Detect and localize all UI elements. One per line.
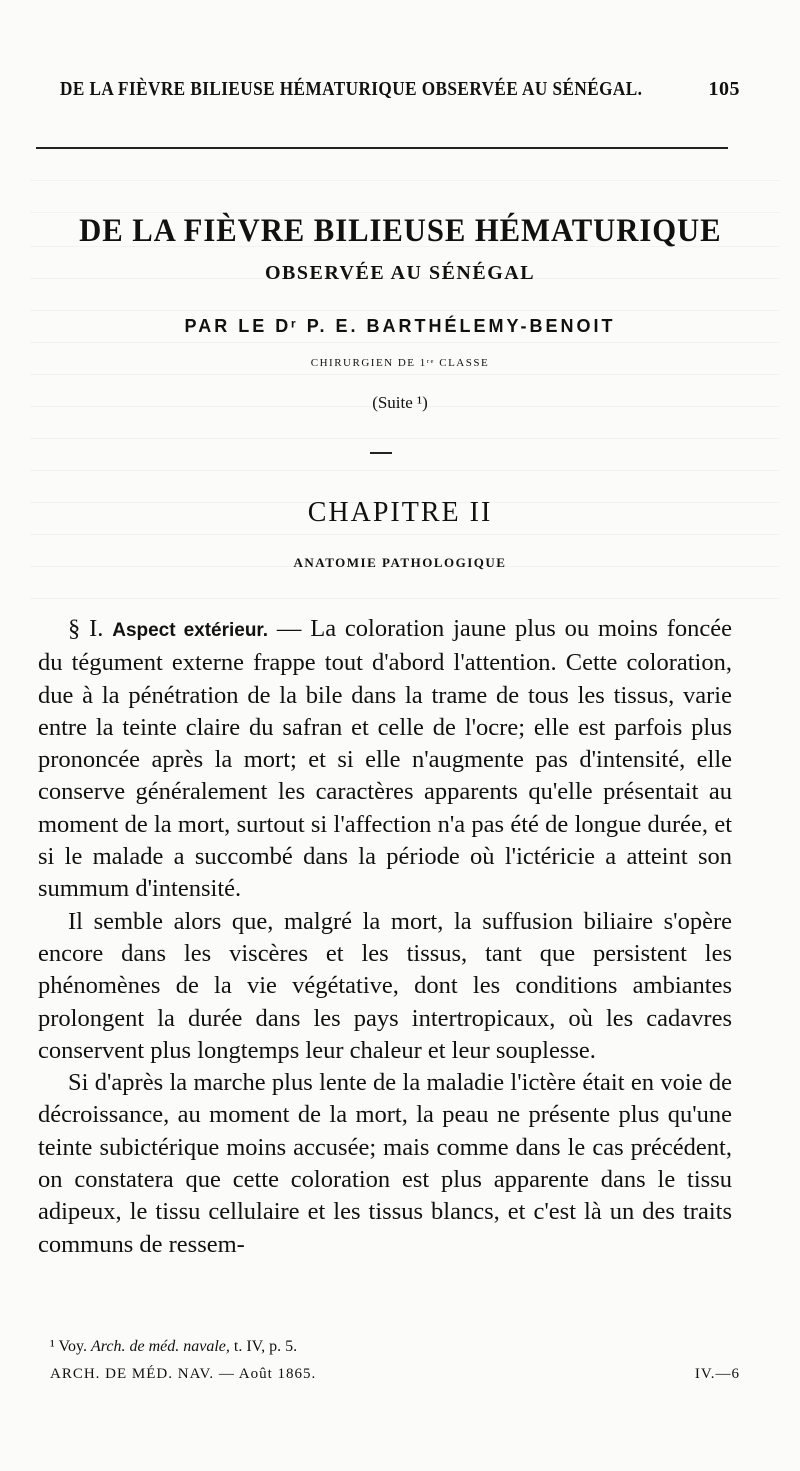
body-text — [38, 613, 732, 1261]
footer-journal: ARCH. DE MÉD. NAV. — Août 1865. — [50, 1366, 317, 1382]
bleed-line — [30, 598, 780, 599]
paragraph-2: Il semble alors que, malgré la mort, la suffusion biliaire s'opère encore dans les viscères et les tissus, tant que persistent les phénomènes de la vie végétative, dont les conditions ambiantes prolongent la durée dans les pays intertropicaux, où les cadavres conservent plus longtemps leur chaleur et leur souplesse. — [38, 907, 732, 1064]
header-rule — [36, 147, 728, 149]
article-subtitle: OBSERVÉE AU SÉNÉGAL — [264, 262, 536, 284]
author-role: CHIRURGIEN DE 1ʳᵉ CLASSE — [310, 357, 490, 369]
section-heading: Aspect extérieur. — [112, 620, 269, 641]
running-head — [60, 78, 740, 106]
bleed-line — [30, 374, 780, 375]
bleed-line — [30, 310, 780, 311]
chapter-title: CHAPITRE II — [307, 497, 493, 528]
article-title — [0, 213, 800, 250]
bleed-line — [30, 470, 780, 471]
bleed-line — [30, 534, 780, 535]
footnote-source: Arch. de méd. navale, — [90, 1338, 230, 1355]
continuation-note: (Suite ¹) — [372, 393, 428, 412]
bleed-line — [30, 438, 780, 439]
running-head-title: DE LA FIÈVRE BILIEUSE HÉMATURIQUE OBSERVÉE AU SÉNÉGAL. — [60, 78, 643, 100]
footnote — [50, 1338, 297, 1356]
footnote-reference: t. IV, p. 5. — [233, 1338, 298, 1355]
chapter-subtitle: ANATOMIE PATHOLOGIQUE — [293, 555, 507, 570]
bleed-line — [30, 342, 780, 343]
article-title-text: DE LA FIÈVRE BILIEUSE HÉMATURIQUE — [78, 213, 722, 249]
bleed-line — [30, 180, 780, 181]
page-number: 105 — [708, 78, 740, 100]
footnote-prefix: Voy. — [58, 1338, 87, 1355]
footer-signature: IV.—6 — [694, 1366, 740, 1382]
paragraph-3: Si d'après la marche plus lente de la maladie l'ictère était en voie de décroissance, au moment de la mort, la peau ne présente plus qu'une teinte subictérique moins accusée; mais comme dans le cas précédent, on constatera que cette coloration est plus apparente dans le tissu adipeux, le tissu cellulaire et les tissus blancs, et c'est là un des traits communs de ressem- — [38, 1069, 732, 1258]
separator-dash — [370, 452, 392, 454]
section-number: § I. — [68, 615, 104, 642]
author-byline: PAR LE Dʳ P. E. BARTHÉLEMY-BENOIT — [184, 316, 616, 336]
paragraph-1-text: — La coloration jaune plus ou moins foncée du tégument externe frappe tout d'abord l'attention. Cette coloration, due à la pénétration de la bile dans la trame de tous les tissus, varie entre la teinte claire du safran et celle de l'ocre; elle est parfois plus prononcée après la mort; et si elle n'augmente pas d'intensité, elle conserve généralement les caractères apparents qu'elle présentait au moment de la mort, surtout si l'affection n'a pas été de longue durée, et si le malade a succombé dans la période où l'ictéricie a atteint son summum d'intensité. — [38, 615, 732, 903]
paragraph-1 — [38, 613, 732, 906]
footnote-marker: ¹ — [50, 1338, 55, 1355]
